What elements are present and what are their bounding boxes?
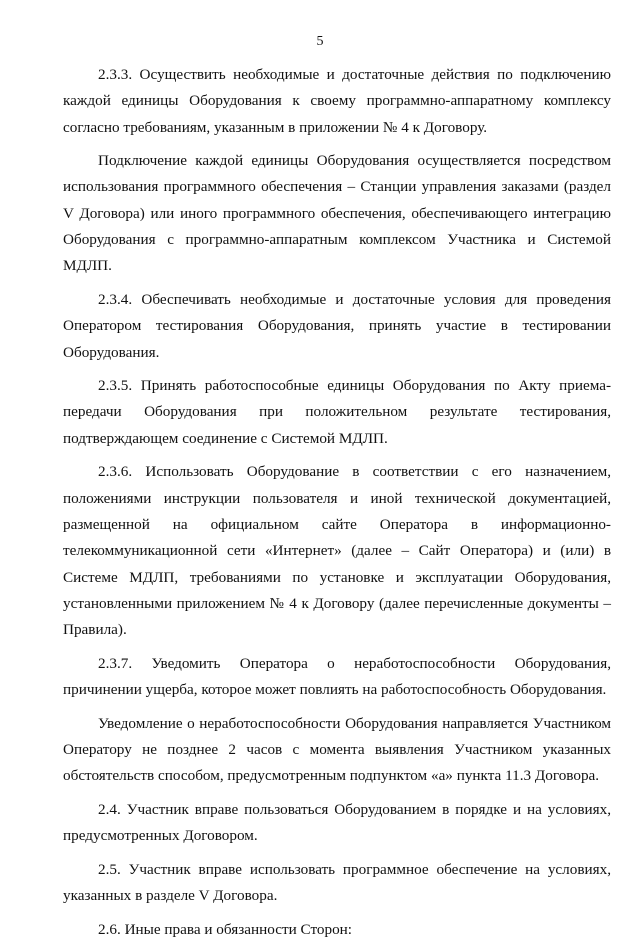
document-body	[63, 62, 611, 950]
paragraph-2-5: 2.5. Участник вправе использовать программное обеспечение на условиях, указанных в разделе V Договора.	[63, 860, 611, 904]
paragraph-2-3-3: 2.3.3. Осуществить необходимые и достаточные действия по подключению каждой единицы Оборудования к своему программно-аппаратному комплексу согласно требованиям, указанным в приложении № 4 к Договору.	[63, 66, 611, 136]
paragraph-notification-note: Уведомление о неработоспособности Оборудования направляется Участником Оператору не позднее 2 часов с момента выявления Участником указанных обстоятельств способом, предусмотренным подпунктом «а» пункта 11.3 Договора.	[63, 714, 611, 785]
paragraph-2-3-4: 2.3.4. Обеспечивать необходимые и достаточные условия для проведения Оператором тестирования Оборудования, принять участие в тестировании Оборудования.	[63, 290, 611, 361]
page-number: 5	[316, 34, 324, 49]
paragraph-2-3-7: 2.3.7. Уведомить Оператора о неработоспособности Оборудования, причинении ущерба, которое может повлиять на работоспособность Оборудования.	[63, 654, 611, 699]
paragraph-2-4: 2.4. Участник вправе пользоваться Оборудованием в порядке и на условиях, предусмотренных Договором.	[63, 800, 611, 845]
paragraph-2-3-5: 2.3.5. Принять работоспособные единицы Оборудования по Акту приема-передачи Оборудования при положительном результате тестирования, подтверждающем соединение с Системой МДЛП.	[63, 377, 611, 447]
paragraph-connection-note: Подключение каждой единицы Оборудования осуществляется посредством использования программного обеспечения – Станции управления заказами (раздел V Договора) или иного программного обеспечения, обеспечивающего интеграцию Оборудования с программно-аппаратным комплексом Участника и Системой МДЛП.	[63, 152, 611, 275]
paragraph-2-6: 2.6. Иные права и обязанности Сторон:	[98, 920, 353, 938]
paragraph-2-3-6: 2.3.6. Использовать Оборудование в соответствии с его назначением, положениями инструкции пользователя и иной технической документацией, размещенной на официальном сайте Оператора в информационно-телекоммуникационной сети «Интернет» (далее – Сайт Оператора) и (или) в Системе МДЛП, требованиями по установке и эксплуатации Оборудования, установленными приложением № 4 к Договору (далее перечисленные документы – Правила).	[63, 463, 611, 639]
